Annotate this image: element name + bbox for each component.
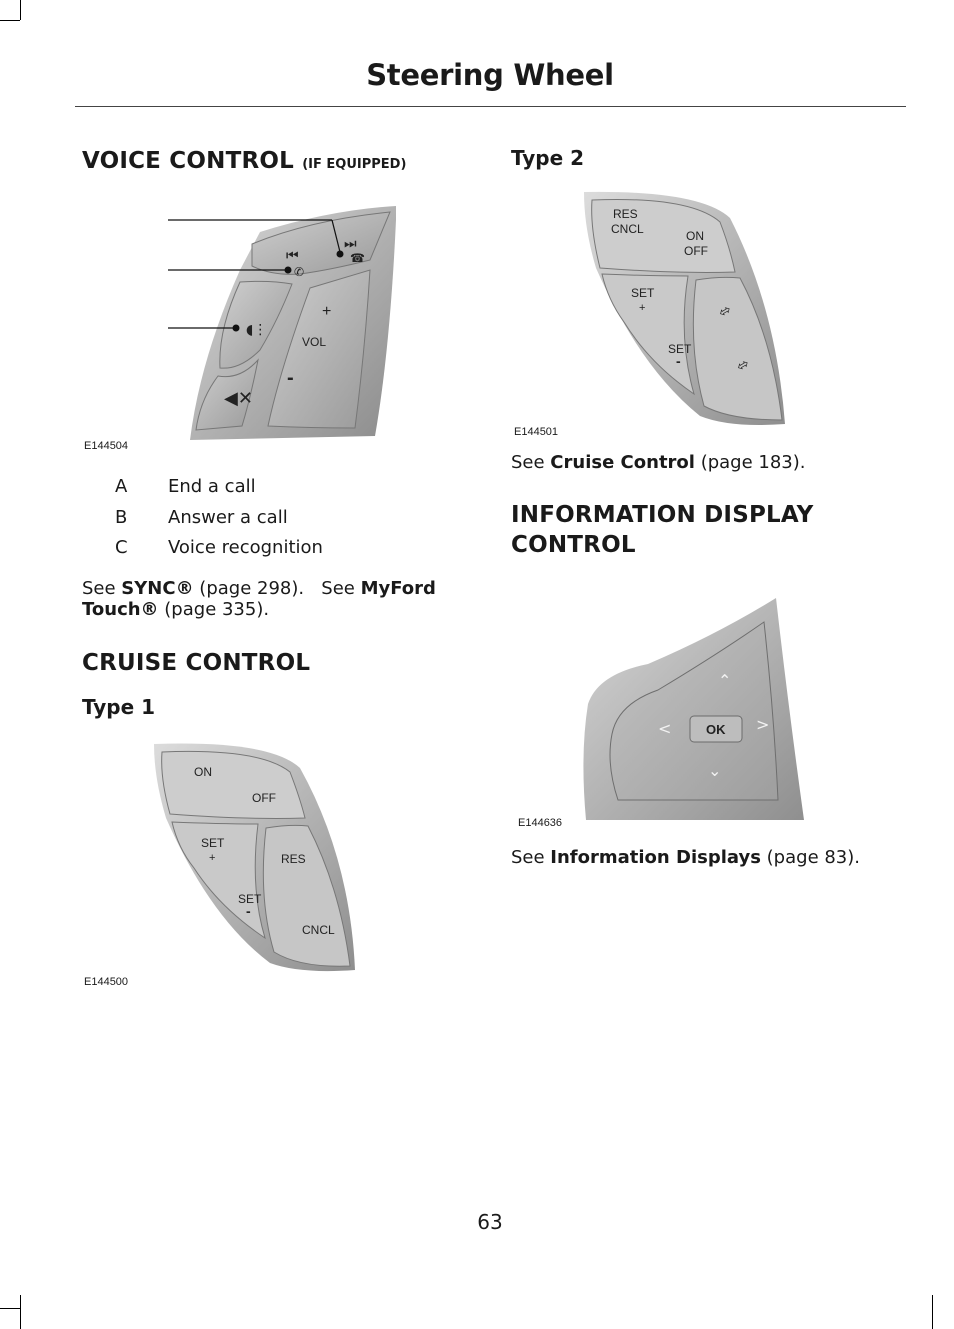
figure-code-type2: E144501 bbox=[514, 426, 559, 438]
svg-text:SET: SET bbox=[631, 286, 655, 300]
crop-mark bbox=[20, 1295, 21, 1329]
svg-text:CNCL: CNCL bbox=[611, 222, 644, 236]
crop-mark bbox=[20, 0, 21, 20]
svg-text:SET: SET bbox=[238, 892, 262, 906]
volume-minus: - bbox=[287, 367, 294, 389]
voice-control-qualifier: (IF EQUIPPED) bbox=[302, 157, 407, 172]
page-number: 63 bbox=[477, 1210, 503, 1234]
svg-text:ON: ON bbox=[194, 765, 212, 779]
legend-item-a: A End a call bbox=[115, 476, 256, 497]
myford-link-b[interactable]: Touch® bbox=[82, 599, 159, 620]
svg-text:OFF: OFF bbox=[252, 791, 276, 805]
crop-mark bbox=[0, 20, 20, 21]
left-arrow-icon: < bbox=[658, 719, 672, 738]
phone-icon: ✆ bbox=[294, 265, 305, 279]
svg-text:RES: RES bbox=[281, 852, 306, 866]
type2-heading: Type 2 bbox=[511, 146, 585, 170]
end-call-icon: ☎ bbox=[350, 251, 365, 265]
type1-heading: Type 1 bbox=[82, 695, 156, 719]
cruise-control-heading: CRUISE CONTROL bbox=[82, 650, 311, 676]
svg-text:CNCL: CNCL bbox=[302, 923, 335, 937]
crop-mark bbox=[932, 1295, 933, 1329]
voice-icon: ◖⋮ bbox=[246, 322, 268, 338]
svg-text:ON: ON bbox=[686, 229, 704, 243]
down-arrow-icon: ⌄ bbox=[708, 761, 722, 780]
svg-text:-: - bbox=[246, 903, 251, 919]
page-title: Steering Wheel bbox=[366, 58, 614, 92]
sync-link[interactable]: SYNC® bbox=[121, 578, 194, 599]
legend-item-c: C Voice recognition bbox=[115, 537, 323, 558]
mute-icon: ◀✕ bbox=[224, 388, 253, 409]
svg-text:OFF: OFF bbox=[684, 244, 708, 258]
cruise-control-link[interactable]: Cruise Control bbox=[550, 452, 695, 473]
info-see-also: See Information Displays (page 83). bbox=[511, 847, 861, 868]
voice-control-heading: VOICE CONTROL (IF EQUIPPED) bbox=[82, 148, 407, 174]
gap-increase-icon: ⇳ bbox=[714, 302, 734, 321]
svg-text:SET: SET bbox=[668, 342, 692, 356]
svg-text:+: + bbox=[209, 852, 216, 864]
legend-item-b: B Answer a call bbox=[115, 507, 288, 528]
myford-link-a[interactable]: MyFord bbox=[360, 578, 436, 599]
svg-text:OK: OK bbox=[706, 722, 726, 737]
crop-mark bbox=[0, 1308, 20, 1309]
figure-code-type1: E144500 bbox=[84, 976, 129, 988]
cruise-see-also: See Cruise Control (page 183). bbox=[511, 452, 806, 473]
seek-back-icon: ⏮ bbox=[286, 248, 299, 264]
cruise-type1-figure bbox=[150, 738, 365, 980]
svg-text:-: - bbox=[676, 353, 681, 369]
gap-decrease-icon: ⇳ bbox=[732, 356, 752, 375]
information-display-heading: INFORMATION DISPLAY CONTROL bbox=[511, 502, 814, 558]
voice-see-also: See SYNC® (page 298). See MyFord Touch® (page 335). bbox=[82, 578, 436, 620]
cruise-type2-figure bbox=[580, 188, 790, 430]
up-arrow-icon: ⌃ bbox=[718, 671, 732, 690]
svg-text:RES: RES bbox=[613, 207, 638, 221]
volume-label: VOL bbox=[302, 335, 327, 349]
seek-forward-icon: ⏭ bbox=[344, 236, 357, 252]
figure-code-info: E144636 bbox=[518, 817, 563, 829]
figure-code-voice: E144504 bbox=[84, 440, 129, 452]
info-display-figure bbox=[578, 594, 808, 824]
voice-control-figure bbox=[160, 200, 410, 445]
right-arrow-icon: > bbox=[756, 715, 770, 734]
svg-text:+: + bbox=[639, 302, 646, 314]
information-displays-link[interactable]: Information Displays bbox=[550, 847, 761, 868]
svg-text:SET: SET bbox=[201, 836, 225, 850]
volume-plus: + bbox=[322, 303, 332, 320]
title-divider bbox=[75, 106, 906, 107]
